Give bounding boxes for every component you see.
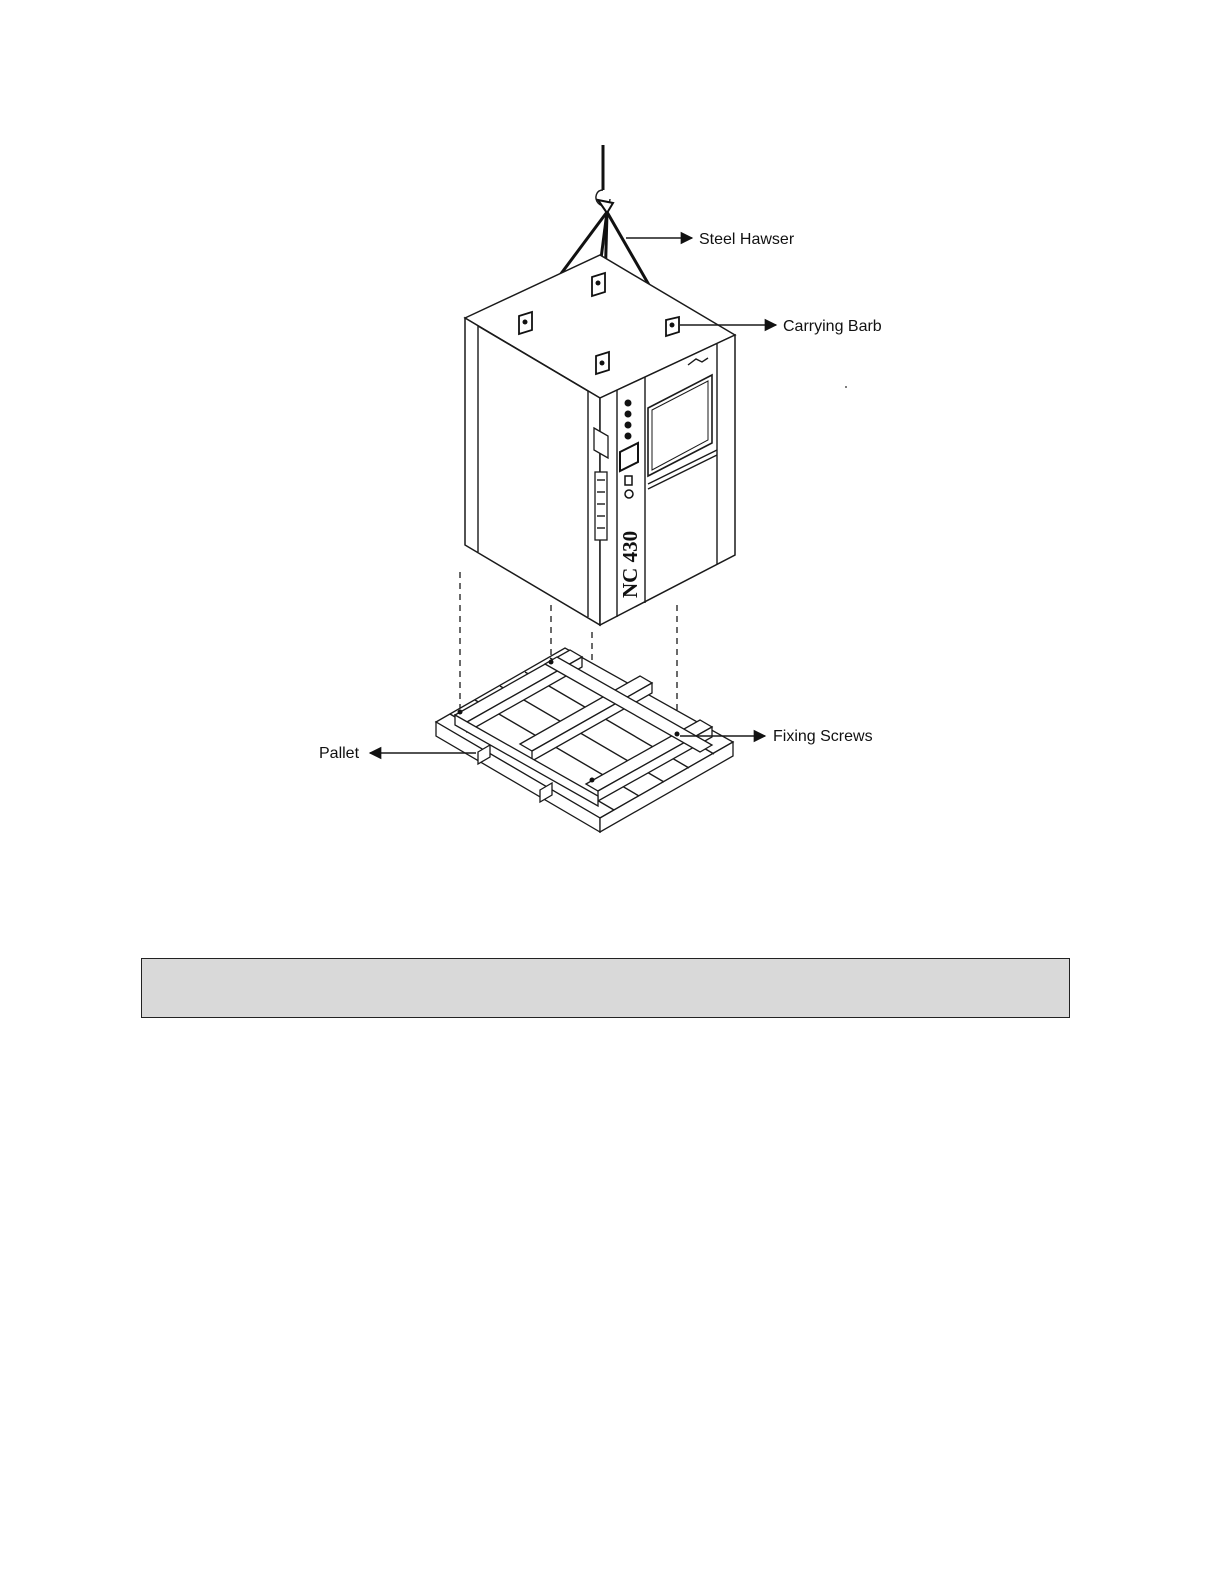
callout-pallet [319,745,476,762]
cabinet-nc430 [465,255,735,625]
pallet [436,648,733,832]
note-box [141,958,1070,1018]
steel-hawser-label: Steel Hawser [699,231,795,248]
callout-steel-hawser [626,231,795,248]
carrying-barb-label: Carrying Barb [783,318,882,335]
crane-hook [596,145,613,213]
stray-dot [845,386,847,388]
model-name-label: NC 430 [618,530,642,598]
fixing-screws-label: Fixing Screws [773,728,873,745]
pallet-label: Pallet [319,745,360,762]
